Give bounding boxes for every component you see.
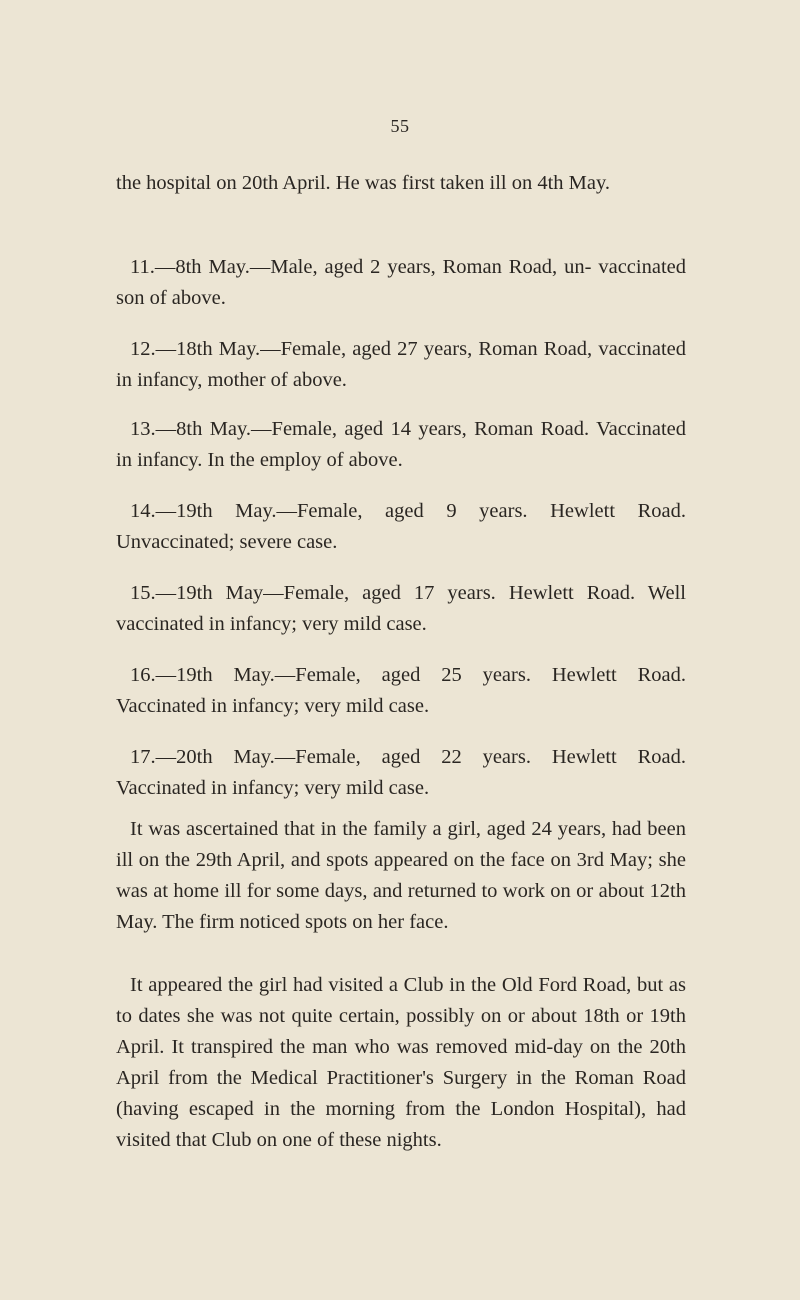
paragraph-continuation: the hospital on 20th April. He was first taken ill on 4th May.: [116, 172, 611, 194]
paragraph-case-15: 15.—19th May—Female, aged 17 years. Hewlett Road. Well vaccinated in infancy; very mild case.: [116, 582, 686, 635]
paragraph-case-12: 12.—18th May.—Female, aged 27 years, Roman Road, vaccinated in infancy, mother of above.: [116, 338, 686, 391]
paragraph-case-17: 17.—20th May.—Female, aged 22 years. Hewlett Road. Vaccinated in infancy; very mild case.: [116, 746, 686, 799]
paragraph-case-13: 13.—8th May.—Female, aged 14 years, Roman Road. Vaccinated in infancy. In the employ of above.: [116, 418, 686, 471]
page-number: 55: [390, 116, 410, 136]
paragraph-case-14: 14.—19th May.—Female, aged 9 years. Hewlett Road. Unvaccinated; severe case.: [116, 500, 686, 553]
paragraph-case-16: 16.—19th May.—Female, aged 25 years. Hewlett Road. Vaccinated in infancy; very mild case.: [116, 664, 686, 717]
paragraph-case-11: 11.—8th May.—Male, aged 2 years, Roman Road, un- vaccinated son of above.: [116, 256, 686, 309]
paragraph-family-girl: It was ascertained that in the family a girl, aged 24 years, had been ill on the 29th April, and spots appeared on the face on 3rd May; she was at home ill for some days, and returned to work on or about 12th May. The firm noticed spots on her face.: [116, 818, 686, 933]
paragraph-club-visit: It appeared the girl had visited a Club in the Old Ford Road, but as to dates she was not quite certain, possibly on or about 18th or 19th April. It transpired the man who was removed mid-day on the 20th April from the Medical Practitioner's Surgery in the Roman Road (having escaped in the morning from the London Hospital), had visited that Club on one of these nights.: [116, 974, 686, 1151]
